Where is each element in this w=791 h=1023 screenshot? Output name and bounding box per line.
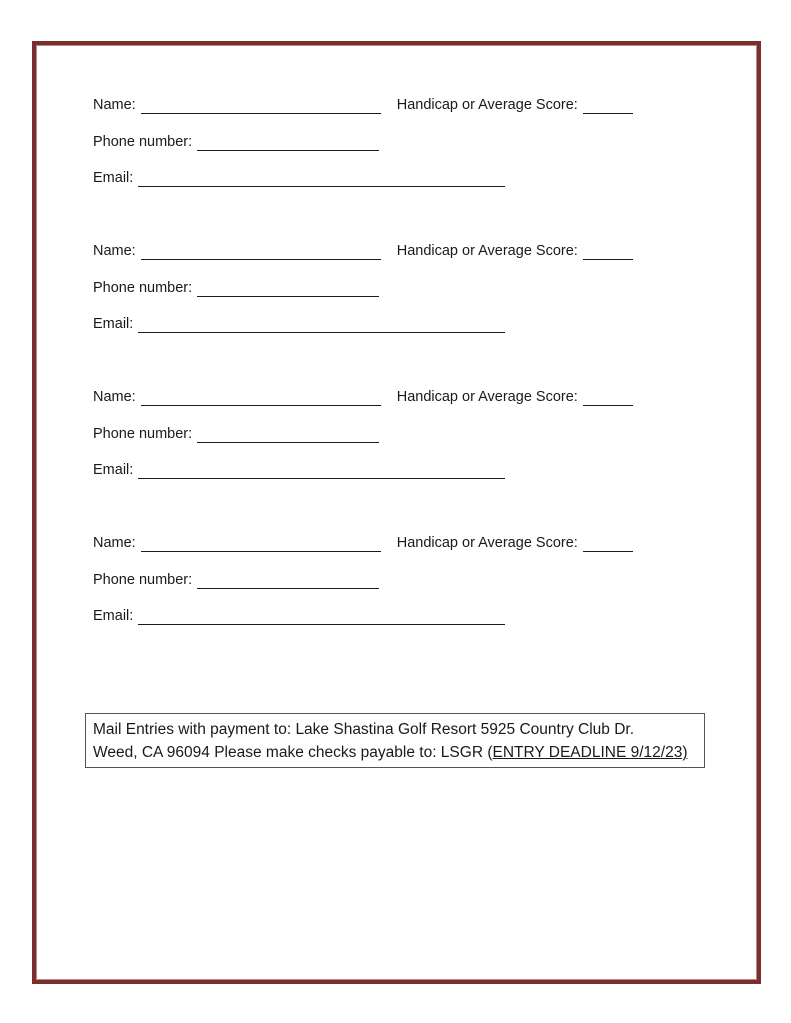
mail-address-line: Mail Entries with payment to: Lake Shastina Golf Resort 5925 Country Club Dr. (93, 721, 635, 738)
phone-row (93, 421, 379, 443)
phone-field[interactable] (197, 572, 379, 589)
handicap-label: Handicap or Average Score: (396, 97, 578, 113)
phone-label: Phone number: (93, 280, 193, 296)
phone-field[interactable] (197, 134, 379, 151)
name-label: Name: (93, 535, 136, 551)
handicap-label: Handicap or Average Score: (396, 389, 578, 405)
name-field[interactable] (141, 243, 381, 260)
name-field[interactable] (141, 97, 381, 114)
name-label: Name: (93, 97, 136, 113)
entry-deadline: ENTRY DEADLINE 9/12/23) (492, 744, 688, 761)
email-row (93, 165, 505, 187)
handicap-label: Handicap or Average Score: (396, 535, 578, 551)
email-field[interactable] (138, 170, 505, 187)
phone-row (93, 275, 379, 297)
payable-text: Weed, CA 96094 Please make checks payable to: LSGR ( (93, 744, 493, 761)
name-row (93, 384, 633, 406)
phone-label: Phone number: (93, 426, 193, 442)
email-field[interactable] (138, 608, 505, 625)
handicap-field[interactable] (583, 535, 633, 552)
phone-field[interactable] (197, 280, 379, 297)
name-label: Name: (93, 243, 136, 259)
email-field[interactable] (138, 316, 505, 333)
mail-instructions-box (85, 713, 705, 768)
phone-row (93, 129, 379, 151)
email-row (93, 311, 505, 333)
phone-row (93, 567, 379, 589)
email-label: Email: (93, 608, 134, 624)
mail-payable-line (93, 741, 697, 764)
handicap-label: Handicap or Average Score: (396, 243, 578, 259)
email-row (93, 603, 505, 625)
name-field[interactable] (141, 389, 381, 406)
phone-field[interactable] (197, 426, 379, 443)
email-label: Email: (93, 316, 134, 332)
phone-label: Phone number: (93, 134, 193, 150)
phone-label: Phone number: (93, 572, 193, 588)
email-field[interactable] (138, 462, 505, 479)
entry-form (93, 92, 713, 676)
handicap-field[interactable] (583, 97, 633, 114)
entry-block-4 (93, 530, 713, 676)
handicap-field[interactable] (583, 243, 633, 260)
handicap-field[interactable] (583, 389, 633, 406)
email-label: Email: (93, 462, 134, 478)
entry-block-2 (93, 238, 713, 384)
name-row (93, 530, 633, 552)
name-row (93, 238, 633, 260)
name-field[interactable] (141, 535, 381, 552)
entry-block-3 (93, 384, 713, 530)
email-row (93, 457, 505, 479)
email-label: Email: (93, 170, 134, 186)
name-label: Name: (93, 389, 136, 405)
entry-block-1 (93, 92, 713, 238)
name-row (93, 92, 633, 114)
